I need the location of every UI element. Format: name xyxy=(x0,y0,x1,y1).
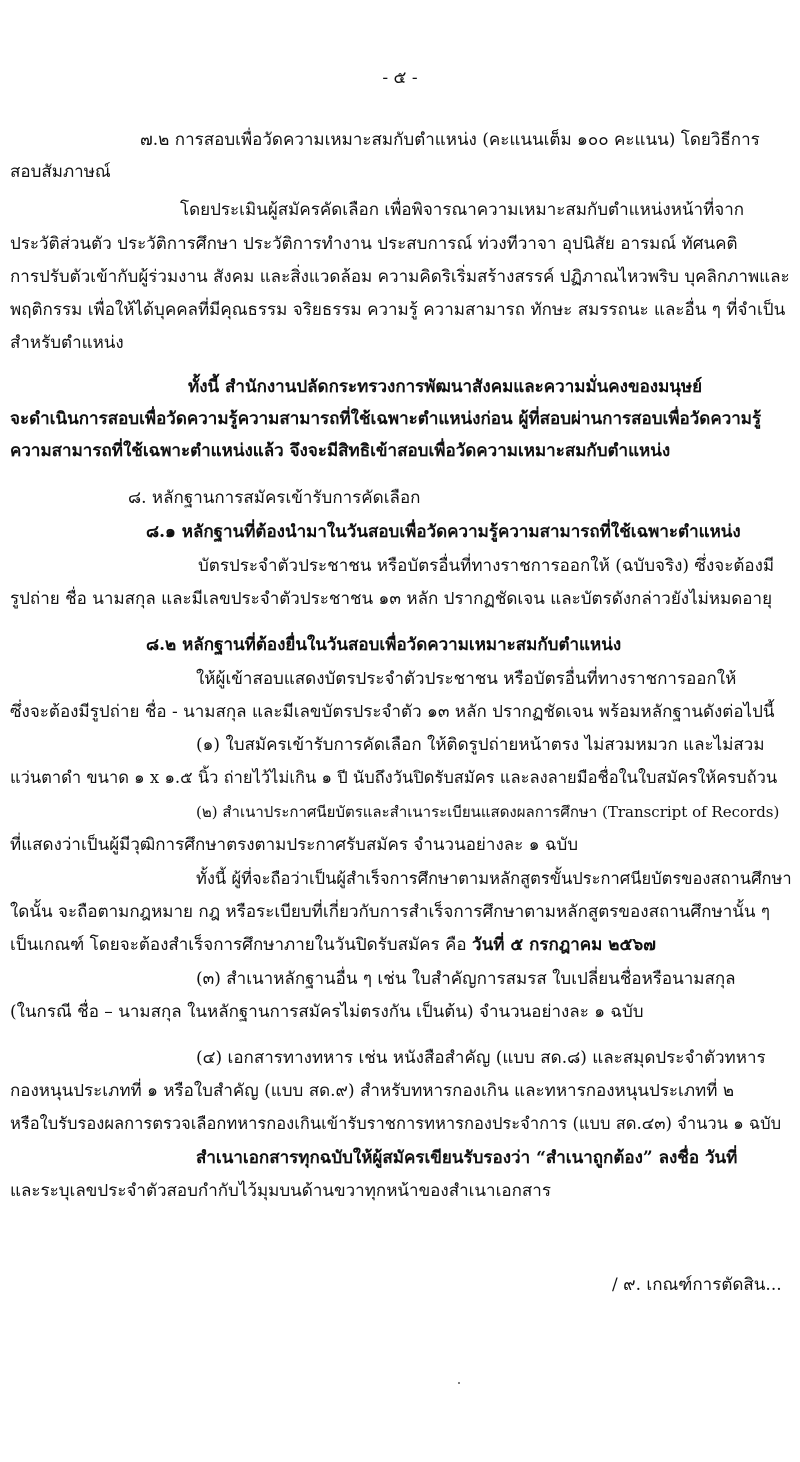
item-2-line2: ที่แสดงว่าเป็นผู้มีวุฒิการศึกษาตรงตามประกาศรับสมัคร จำนวนอย่างละ ๑ ฉบับ xyxy=(10,835,579,855)
notice-line2: จะดำเนินการสอบเพื่อวัดความรู้ความสามารถที่ใช้เฉพาะตำแหน่งก่อน ผู้ที่สอบผ่านการสอบเพื่อวัดความรู้ xyxy=(10,409,762,429)
section-8-1-line1: บัตรประจำตัวประชาชน หรือบัตรอื่นที่ทางราชการออกให้ (ฉบับจริง) ซึ่งจะต้องมี xyxy=(198,556,775,576)
item-1-line2: แว่นตาดำ ขนาด ๑ x ๑.๕ นิ้ว ถ่ายไว้ไม่เกิน ๑ ปี นับถึงวันปิดรับสมัคร และลงลายมือชื่อในใบสมัครให้ครบถ้วน xyxy=(10,768,778,787)
assessment-line5: สำหรับตำแหน่ง xyxy=(10,333,124,353)
item-4-line1: (๔) เอกสารทางทหาร เช่น หนังสือสำคัญ (แบบ สด.๘) และสมุดประจำตัวทหาร xyxy=(196,1048,766,1068)
section-8-2-heading: ๘.๒ หลักฐานที่ต้องยื่นในวันสอบเพื่อวัดความเหมาะสมกับตำแหน่ง xyxy=(146,635,622,655)
closing-date: วันที่ ๕ กรกฎาคม ๒๕๖๗ xyxy=(472,935,656,955)
assessment-line4: พฤติกรรม เพื่อให้ได้บุคคลที่มีคุณธรรม จริยธรรม ความรู้ ความสามารถ ทักษะ สมรรถนะ และอื่น ๆ ที่จำเป็น xyxy=(10,300,786,320)
section-8-2-line2: ซึ่งจะต้องมีรูปถ่าย ชื่อ - นามสกุล และมีเลขบัตรประจำตัว ๑๓ หลัก ปรากฏชัดเจน พร้อมหลักฐานดังต่อไปนี้ xyxy=(10,702,775,722)
assessment-line1: โดยประเมินผู้สมัครคัดเลือก เพื่อพิจารณาความเหมาะสมกับตำแหน่งหน้าที่จาก xyxy=(180,200,745,220)
assessment-line2: ประวัติส่วนตัว ประวัติการศึกษา ประวัติการทำงาน ประสบการณ์ ท่วงทีวาจา อุปนิสัย อารมณ์ ทัศนคติ xyxy=(10,234,738,254)
section-8-2-line1: ให้ผู้เข้าสอบแสดงบัตรประจำตัวประชาชน หรือบัตรอื่นที่ทางราชการออกให้ xyxy=(196,669,737,689)
notice-line1: ทั้งนี้ สำนักงานปลัดกระทรวงการพัฒนาสังคมและความมั่นคงของมนุษย์ xyxy=(188,377,703,397)
assessment-line3: การปรับตัวเข้ากับผู้ร่วมงาน สังคม และสิ่งแวดล้อม ความคิดริเริ่มสร้างสรรค์ ปฏิภาณไหวพริบ บุคลิกภาพและ xyxy=(10,267,790,287)
notice-line3: ความสามารถที่ใช้เฉพาะตำแหน่งแล้ว จึงจะมีสิทธิเข้าสอบเพื่อวัดความเหมาะสมกับตำแหน่ง xyxy=(10,441,671,461)
certify-line2: และระบุเลขประจำตัวสอบกำกับไว้มุมบนด้านขวาทุกหน้าของสำเนาเอกสาร xyxy=(10,1181,551,1201)
item-4-line3: หรือใบรับรองผลการตรวจเลือกทหารกองเกินเข้ารับราชการทหารกองประจำการ (แบบ สด.๔๓) จำนวน ๑ ฉบับ xyxy=(10,1114,782,1133)
item-1-line1: (๑) ใบสมัครเข้ารับการคัดเลือก ให้ติดรูปถ่ายหน้าตรง ไม่สวมหมวก และไม่สวม xyxy=(196,735,765,755)
page-number: - ๕ - xyxy=(382,68,418,88)
item-2-line1: (๒) สำเนาประกาศนียบัตรและสำเนาระเบียนแสดงผลการศึกษา (Transcript of Records) xyxy=(196,803,780,821)
item-4-line2: กองหนุนประเภทที่ ๑ หรือใบสำคัญ (แบบ สด.๙) สำหรับทหารกองเกิน และทหารกองหนุนประเภทที่ ๒ xyxy=(10,1081,735,1101)
section-7-2-line1: ๗.๒ การสอบเพื่อวัดความเหมาะสมกับตำแหน่ง (คะแนนเต็ม ๑๐๐ คะแนน) โดยวิธีการ xyxy=(140,130,760,150)
section-8-heading: ๘. หลักฐานการสมัครเข้ารับการคัดเลือก xyxy=(128,488,421,508)
graduate-line3-text: เป็นเกณฑ์ โดยจะต้องสำเร็จการศึกษาภายในวันปิดรับสมัคร คือ xyxy=(10,935,473,955)
item-3-line2: (ในกรณี ชื่อ – นามสกุล ในหลักฐานการสมัครไม่ตรงกัน เป็นต้น) จำนวนอย่างละ ๑ ฉบับ xyxy=(10,1002,644,1022)
graduate-line2: ใดนั้น จะถือตามกฎหมาย กฎ หรือระเบียบที่เกี่ยวกับการสำเร็จการศึกษาตามหลักสูตรของสถานศึกษานั้น ๆ xyxy=(10,902,771,922)
section-7-2-line2: สอบสัมภาษณ์ xyxy=(10,162,111,182)
section-8-1-heading: ๘.๑ หลักฐานที่ต้องนำมาในวันสอบเพื่อวัดความรู้ความสามารถที่ใช้เฉพาะตำแหน่ง xyxy=(146,522,741,542)
section-8-1-line2: รูปถ่าย ชื่อ นามสกุล และมีเลขประจำตัวประชาชน ๑๓ หลัก ปรากฏชัดเจน และบัตรดังกล่าวยังไม่หมดอายุ xyxy=(10,589,773,609)
continuation-note: / ๙. เกณฑ์การตัดสิน... xyxy=(612,1275,782,1295)
graduate-line3 xyxy=(10,933,656,957)
certify-line1: สำเนาเอกสารทุกฉบับให้ผู้สมัครเขียนรับรองว่า “สำเนาถูกต้อง” ลงชื่อ วันที่ xyxy=(196,1148,738,1168)
graduate-line1: ทั้งนี้ ผู้ที่จะถือว่าเป็นผู้สำเร็จการศึกษาตามหลักสูตรขั้นประกาศนียบัตรของสถานศึกษา xyxy=(196,869,792,888)
scan-speck xyxy=(458,1382,460,1384)
item-3-line1: (๓) สำเนาหลักฐานอื่น ๆ เช่น ใบสำคัญการสมรส ใบเปลี่ยนชื่อหรือนามสกุล xyxy=(196,969,736,989)
